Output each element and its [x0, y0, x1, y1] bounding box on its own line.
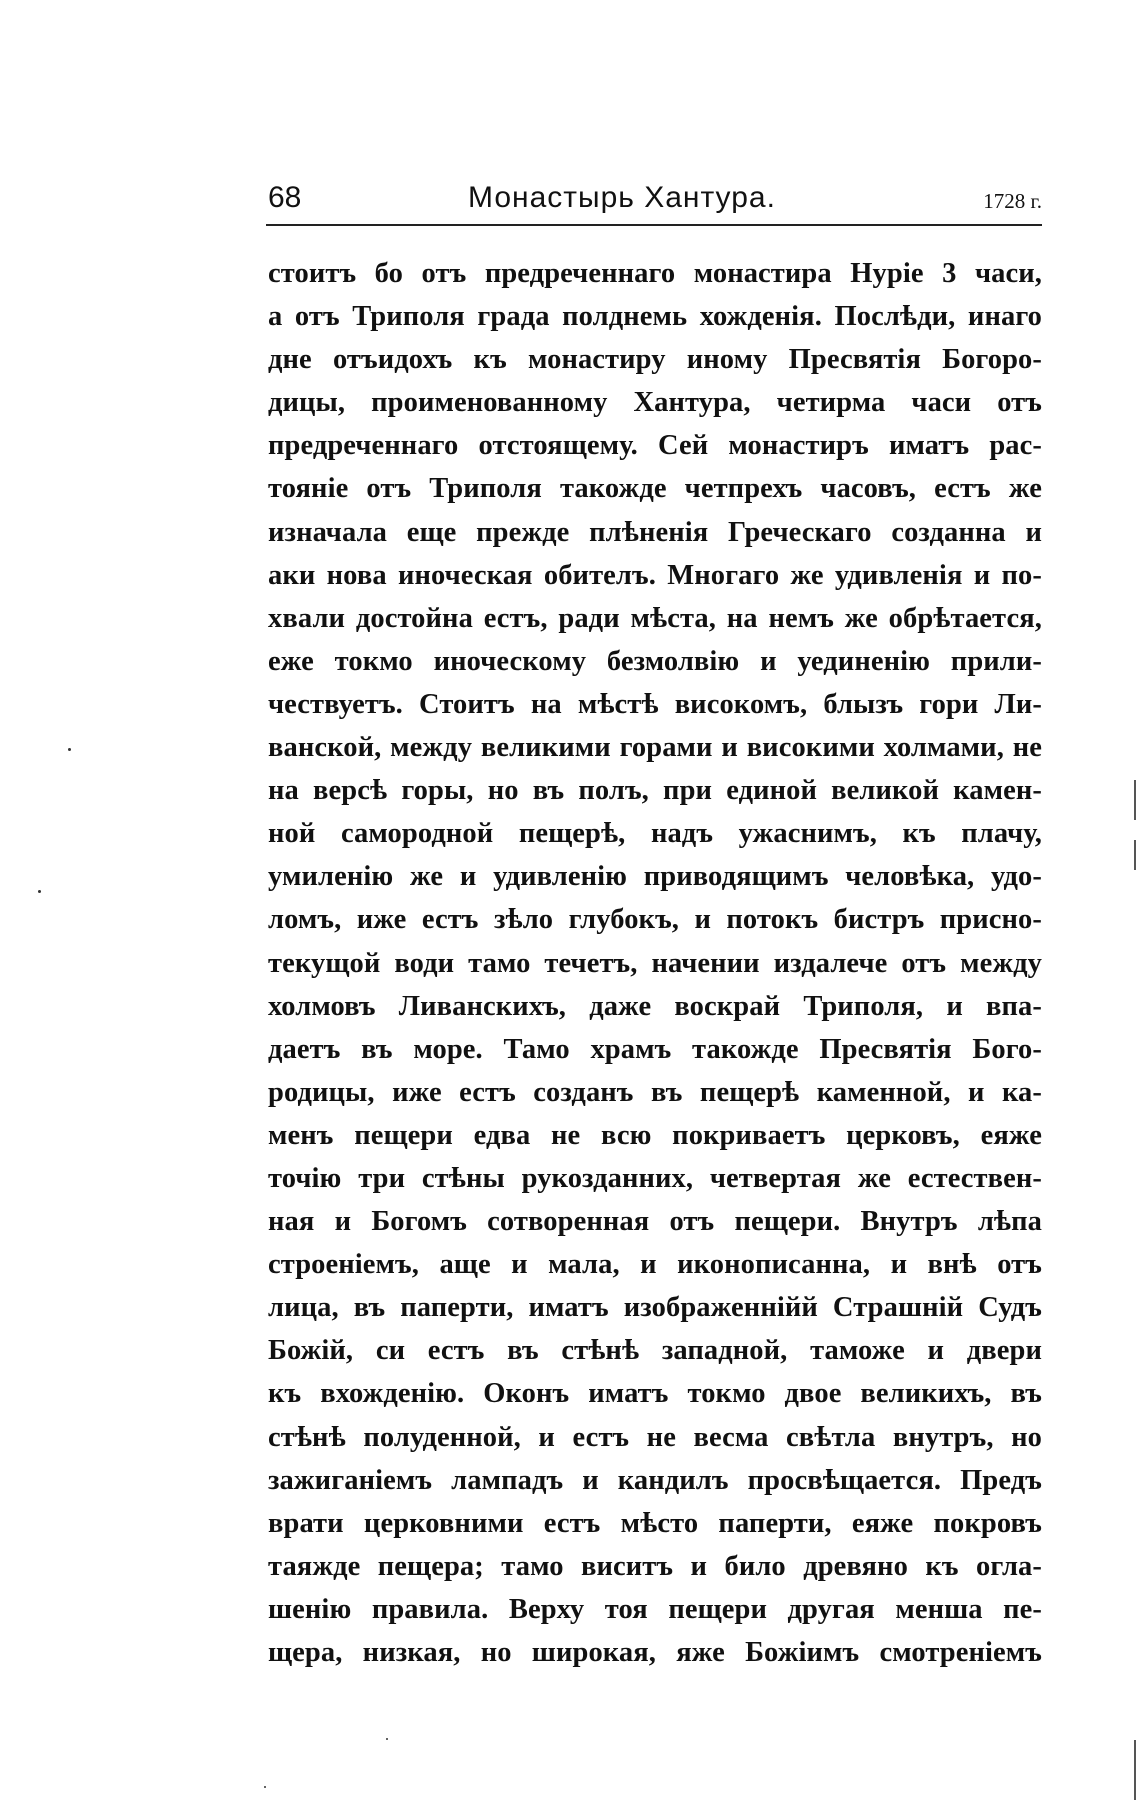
text-line: дицы, проименованному Хантура, четирма часи отъ	[268, 387, 1042, 419]
text-line: Божій, си естъ въ стѣнѣ западной, таможе и двери	[268, 1335, 1042, 1367]
text-line: а отъ Триполя града полднемь хожденія. Послѣди, инаго	[268, 301, 1042, 333]
text-line: родицы, иже естъ созданъ въ пещерѣ каменной, и ка-	[268, 1076, 1042, 1108]
scan-edge-mark	[1134, 1740, 1136, 1800]
text-line: дне отъидохъ къ монастиру иному Пресвятія Богоро-	[268, 344, 1042, 376]
scan-edge-mark	[1134, 840, 1136, 870]
page-number: 68	[268, 181, 302, 214]
text-line: зажиганіемъ лампадъ и кандилъ просвѣщается. Предъ	[268, 1464, 1042, 1496]
running-title: Монастырь Хантура.	[468, 181, 776, 214]
text-line: ванской, между великими горами и високими холмами, не	[268, 732, 1042, 764]
text-line: лица, въ паперти, иматъ изображеннійй Страшній Судъ	[268, 1292, 1042, 1324]
body-text	[268, 252, 1042, 1674]
text-line: строеніемъ, аще и мала, и иконописанна, и внѣ отъ	[268, 1249, 1042, 1281]
text-line: стоитъ бо отъ предреченнаго монастира Нуріе 3 часи,	[268, 258, 1042, 289]
text-line: текущой води тамо течетъ, начении издалече отъ между	[268, 947, 1042, 979]
text-line: къ вхожденію. Оконъ иматъ токмо двое великихъ, въ	[268, 1378, 1042, 1410]
text-line: тояніе отъ Триполя такожде четпрехъ часовъ, естъ же	[268, 473, 1042, 505]
text-line: шенію правила. Верху тоя пещери другая менша пе-	[268, 1593, 1042, 1625]
running-head	[268, 178, 1042, 222]
text-line: предреченнаго отстоящему. Сей монастиръ иматъ рас-	[268, 430, 1042, 462]
scan-speck	[386, 1738, 388, 1740]
text-line: чествуетъ. Стоитъ на мѣстѣ високомъ, блызъ гори Ли-	[268, 688, 1042, 720]
year-marker: 1728 г.	[983, 189, 1042, 213]
text-line: таяжде пещера; тамо виситъ и било древяно къ огла-	[268, 1550, 1042, 1582]
text-line: щера, низкая, но широкая, яже Божіимъ смотреніемъ	[268, 1637, 1042, 1668]
text-line: ной самородной пещерѣ, надъ ужаснимъ, къ плачу,	[268, 818, 1042, 850]
header-rule	[266, 224, 1042, 226]
text-line: еже токмо иноческому безмолвію и уединенію прили-	[268, 645, 1042, 677]
text-line: изначала еще прежде плѣненія Греческаго созданна и	[268, 516, 1042, 548]
text-line: на версѣ горы, но въ полъ, при единой великой камен-	[268, 775, 1042, 807]
scan-speck	[68, 748, 71, 751]
scan-speck	[264, 1786, 266, 1788]
text-line: ная и Богомъ сотворенная отъ пещери. Внутръ лѣпа	[268, 1206, 1042, 1238]
text-line: даетъ въ море. Тамо храмъ такожде Пресвятія Бого-	[268, 1033, 1042, 1065]
text-line: хвали достойна естъ, ради мѣста, на немъ же обрѣтается,	[268, 602, 1042, 634]
text-line: точію три стѣны рукозданних, четвертая же естествен-	[268, 1162, 1042, 1194]
scan-speck	[38, 890, 41, 893]
scan-edge-mark	[1134, 780, 1136, 820]
text-line: стѣнѣ полуденной, и естъ не весма свѣтла внутръ, но	[268, 1421, 1042, 1453]
text-line: умиленію же и удивленію приводящимъ человѣка, удо-	[268, 861, 1042, 893]
text-line: ломъ, иже естъ зѣло глубокъ, и потокъ бистръ присно-	[268, 904, 1042, 936]
text-line: аки нова иноческая обителъ. Многаго же удивленія и по-	[268, 559, 1042, 591]
text-line: холмовъ Ливанскихъ, даже воскрай Триполя, и впа-	[268, 990, 1042, 1022]
text-line: врати церковними естъ мѣсто паперти, еяже покровъ	[268, 1507, 1042, 1539]
text-line: менъ пещери едва не всю покриваетъ церковъ, еяже	[268, 1119, 1042, 1151]
